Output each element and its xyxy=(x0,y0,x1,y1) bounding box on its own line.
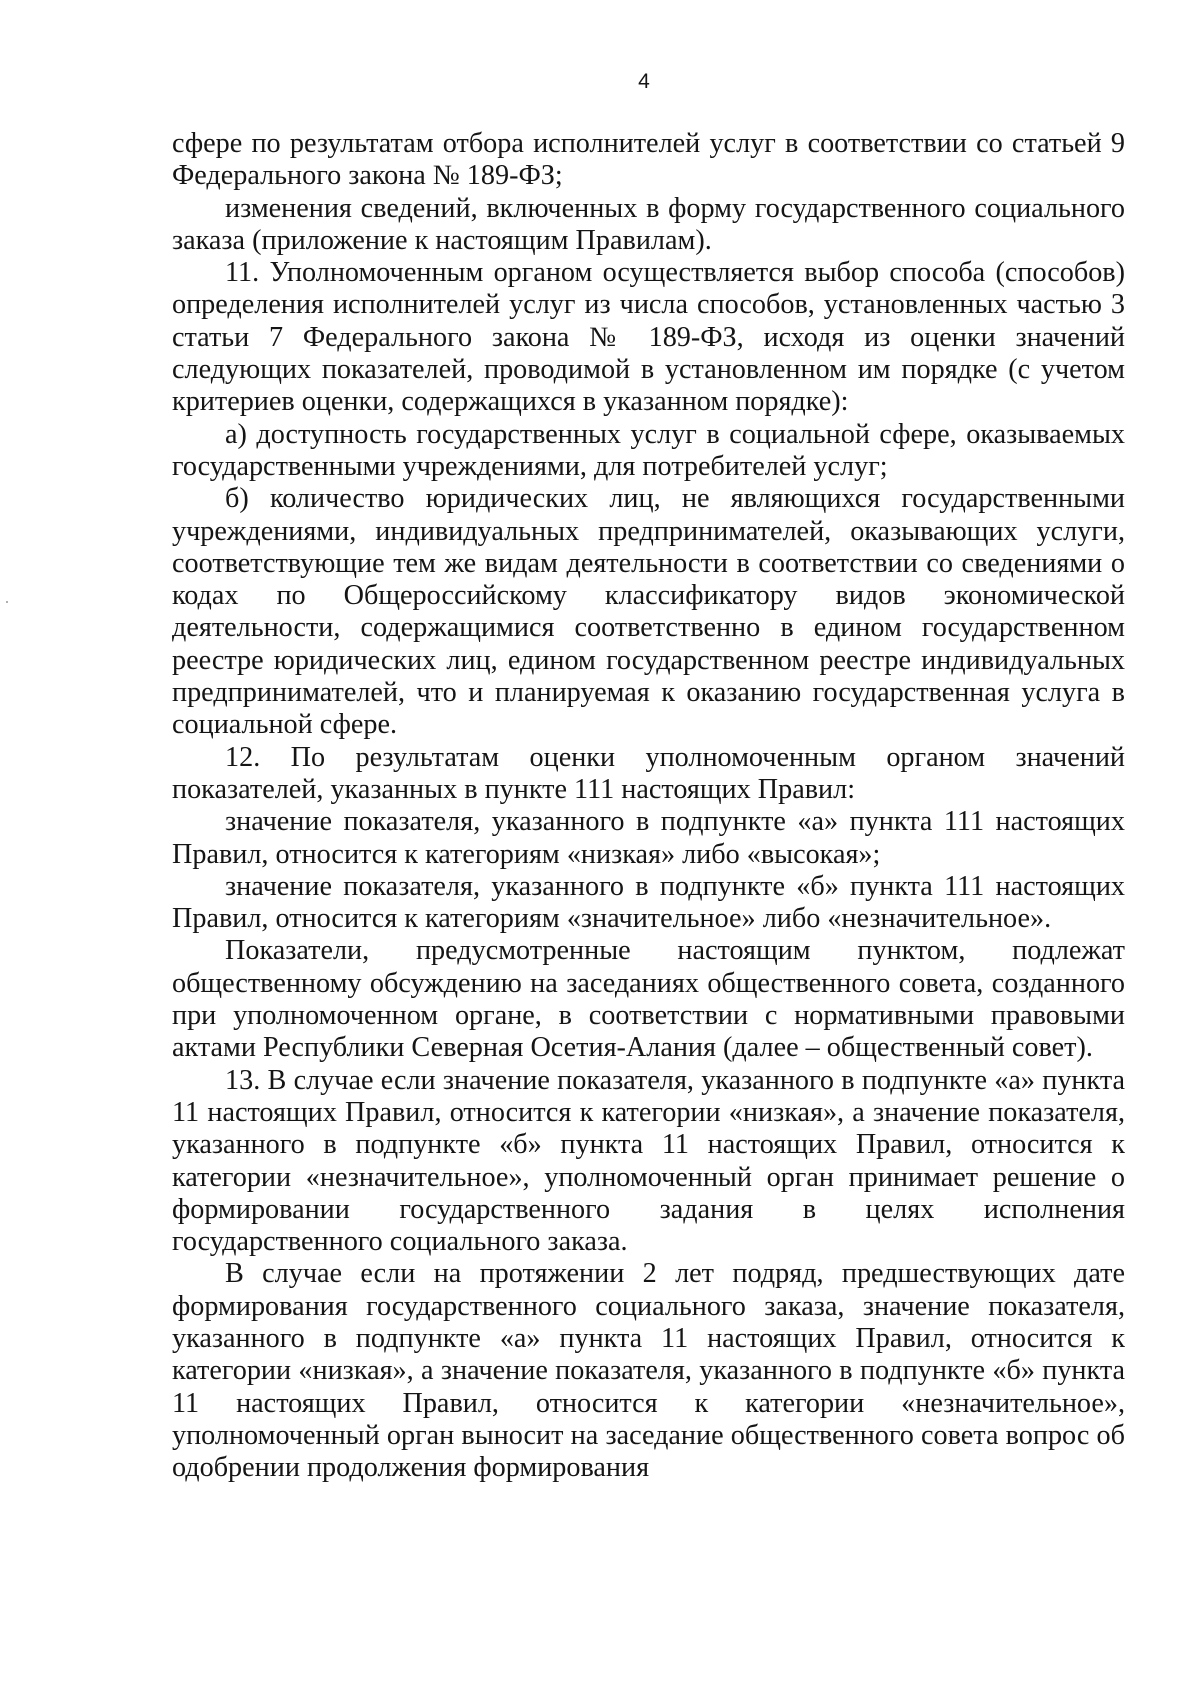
page-number: 4 xyxy=(638,70,650,93)
paragraph-two-years-case: В случае если на протяжении 2 лет подряд, предшествующих дате формирования государственного социального заказа, значение показателя, указанного в подпункте «а» пункта 11 настоящих Правил, относится к категории «низкая», а значение показателя, указанного в подпункте «б» пункта 11 настоящих Правил, относится к категории «незначительное», уполномоченный орган выносит на заседание общественного совета вопрос об одобрении продолжения формирования xyxy=(172,1258,1125,1484)
paragraph-subitem-b: б) количество юридических лиц, не являющихся государственными учреждениями, индивидуальных предпринимателей, оказывающих услуги, соответствующие тем же видам деятельности в соответствии со сведениями о кодах по Общероссийскому классификатору видов экономической деятельности, содержащимися соответственно в едином государственном реестре юридических лиц, едином государственном реестре индивидуальных предпринимателей, что и планируемая к оказанию государственная услуга в социальной сфере. xyxy=(172,483,1125,741)
paragraph-indicator-a-value: значение показателя, указанного в подпункте «а» пункта 111 настоящих Правил, относится к категориям «низкая» либо «высокая»; xyxy=(172,806,1125,870)
paragraph-subitem-a: а) доступность государственных услуг в социальной сфере, оказываемых государственными учреждениями, для потребителей услуг; xyxy=(172,418,1125,482)
paragraph-item-12: 12. По результатам оценки уполномоченным органом значений показателей, указанных в пункте 111 настоящих Правил: xyxy=(172,741,1125,805)
document-body xyxy=(172,128,1125,1484)
paragraph-continuation: сфере по результатам отбора исполнителей услуг в соответствии со статьей 9 Федерального закона № 189-ФЗ; xyxy=(172,128,1125,192)
paragraph-indicator-b-value: значение показателя, указанного в подпункте «б» пункта 111 настоящих Правил, относится к категориям «значительное» либо «незначительное». xyxy=(172,870,1125,935)
paragraph-changes-list-item: изменения сведений, включенных в форму государственного социального заказа (приложение к настоящим Правилам). xyxy=(172,192,1125,256)
paragraph-item-11: 11. Уполномоченным органом осуществляется выбор способа (способов) определения исполнителей услуг из числа способов, установленных частью 3 статьи 7 Федерального закона № 189-ФЗ, исходя из оценки значений следующих показателей, проводимой в установленном им порядке (с учетом критериев оценки, содержащихся в указанном порядке): xyxy=(172,257,1125,418)
paragraph-public-discussion: Показатели, предусмотренные настоящим пунктом, подлежат общественному обсуждению на заседаниях общественного совета, созданного при уполномоченном органе, в соответствии с нормативными правовыми актами Республики Северная Осетия-Алания (далее – общественный совет). xyxy=(172,935,1125,1064)
scan-artifact-dot xyxy=(6,601,8,603)
paragraph-item-13: 13. В случае если значение показателя, указанного в подпункте «а» пункта 11 настоящих Правил, относится к категории «низкая», а значение показателя, указанного в подпункте «б» пункта 11 настоящих Правил, относится к категории «незначительное», уполномоченный орган принимает решение о формировании государственного задания в целях исполнения государственного социального заказа. xyxy=(172,1064,1125,1258)
